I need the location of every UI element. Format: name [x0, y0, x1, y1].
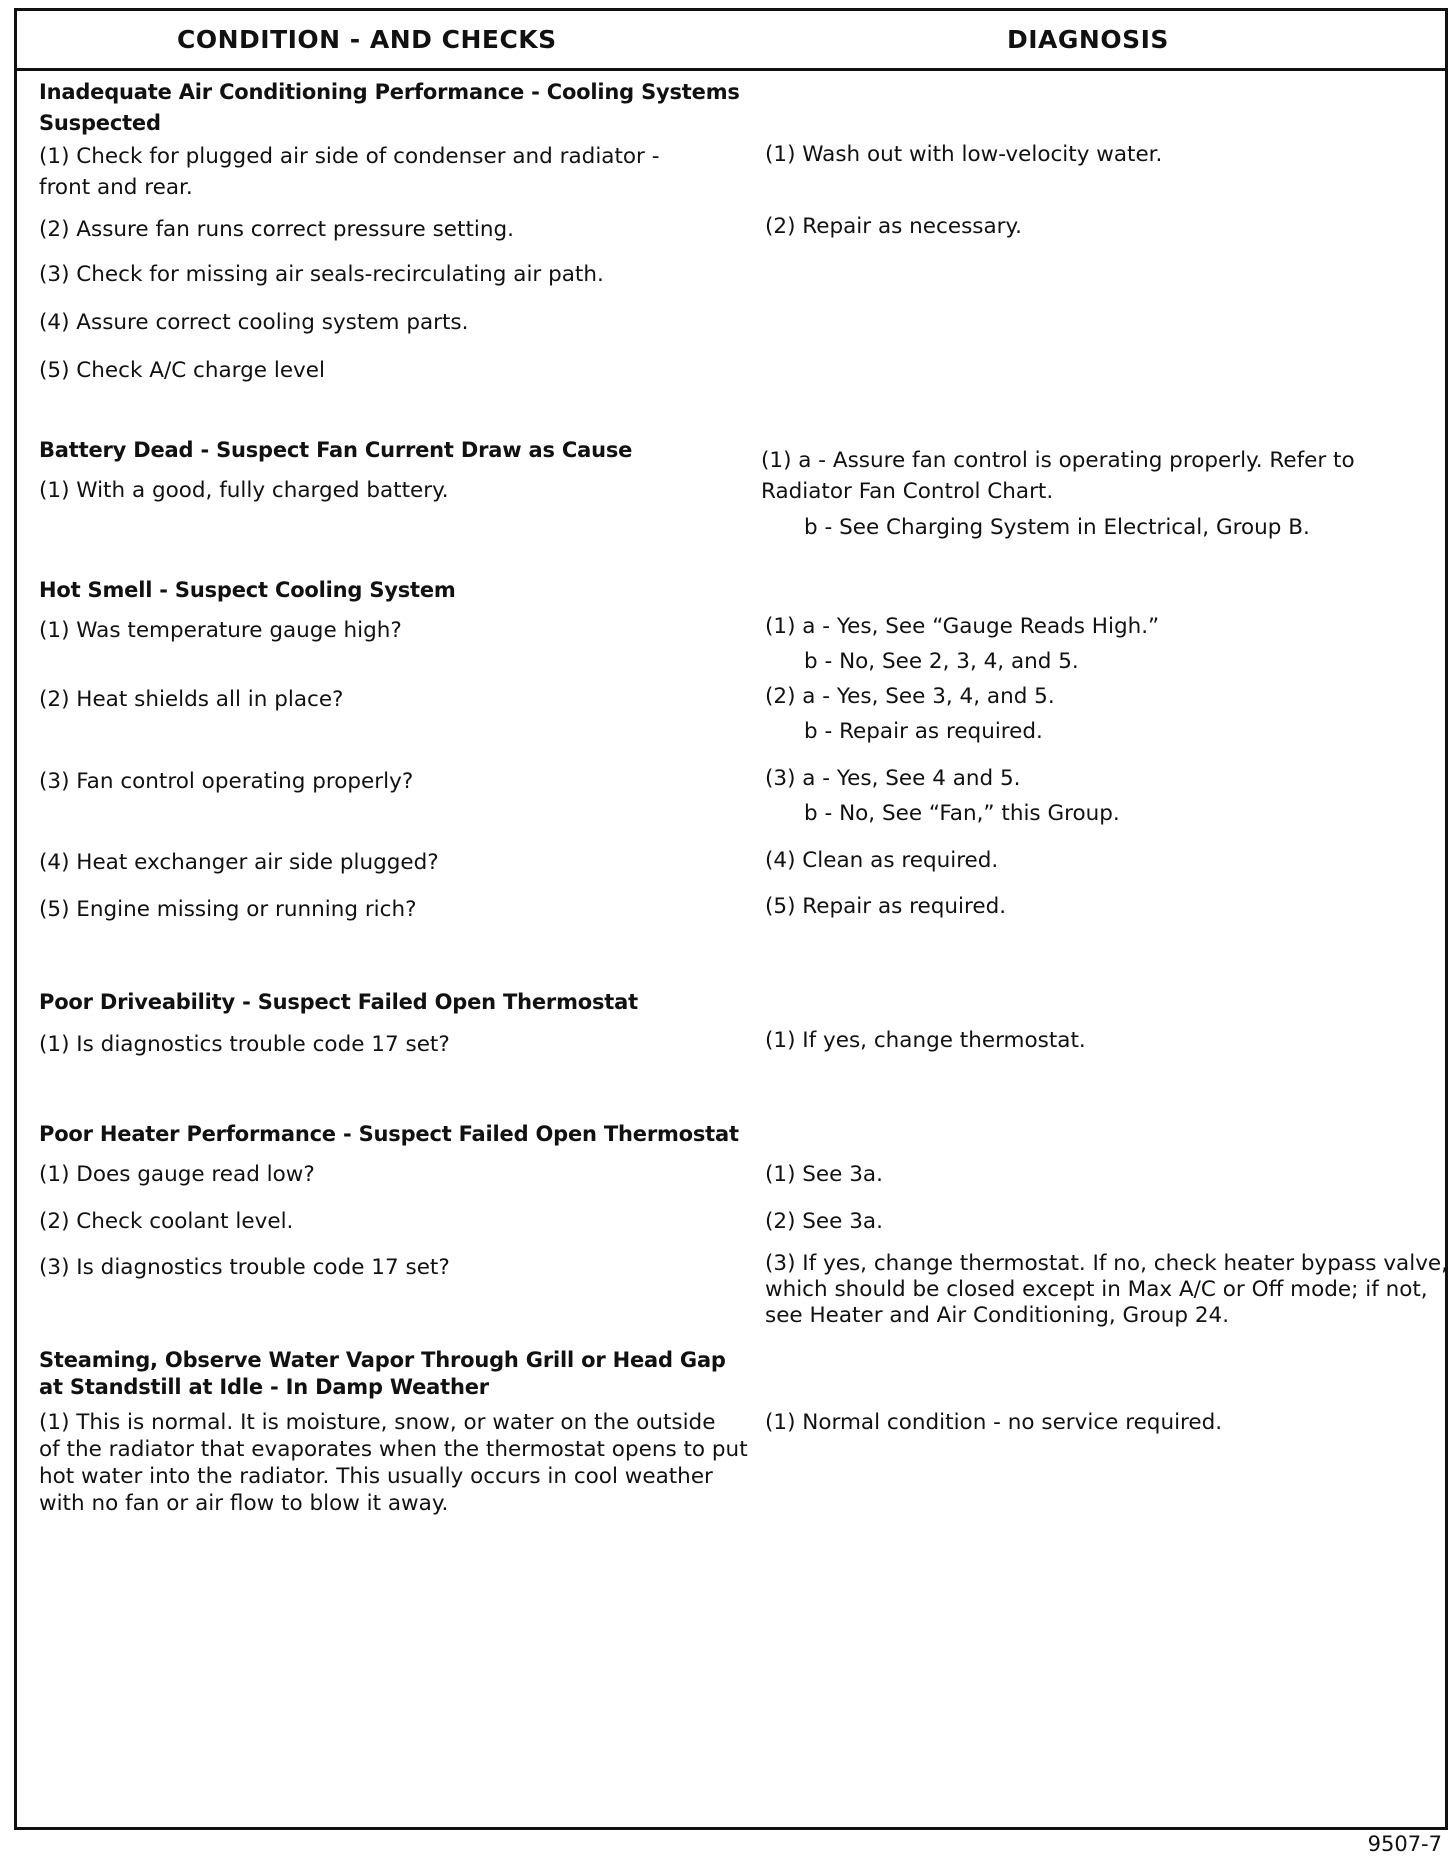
- section-title: Battery Dead - Suspect Fan Current Draw as Cause: [39, 438, 633, 462]
- section-title: Poor Driveability - Suspect Failed Open Thermostat: [39, 990, 638, 1014]
- diagnosis-item: (3) a - Yes, See 4 and 5. b - No, See “Fan,” this Group.: [765, 766, 1120, 826]
- diagnosis-item: (2) a - Yes, See 3, 4, and 5. b - Repair as required.: [765, 684, 1055, 744]
- section-title: Hot Smell - Suspect Cooling System: [39, 578, 456, 602]
- diagnosis-item: (1) Normal condition - no service required.: [765, 1410, 1223, 1435]
- check-item: (4) Assure correct cooling system parts.: [39, 310, 469, 335]
- check-item: (1) Is diagnostics trouble code 17 set?: [39, 1032, 450, 1057]
- diagnosis-item: (1) If yes, change thermostat.: [765, 1028, 1086, 1053]
- check-item: (2) Assure fan runs correct pressure setting.: [39, 217, 514, 242]
- section-title: Steaming, Observe Water Vapor Through Grill or Head Gap at Standstill at Idle - In Damp Weather: [39, 1348, 726, 1399]
- check-item: (1) Was temperature gauge high?: [39, 618, 402, 643]
- diagnosis-item: (1) Wash out with low-velocity water.: [765, 142, 1163, 167]
- check-item: (5) Check A/C charge level: [39, 358, 325, 383]
- diagnosis-item: (1) a - Yes, See “Gauge Reads High.” b - No, See 2, 3, 4, and 5.: [765, 614, 1160, 674]
- diagnosis-item: (2) See 3a.: [765, 1209, 883, 1234]
- diagnosis-item: (2) Repair as necessary.: [765, 214, 1022, 239]
- diagnosis-item: (4) Clean as required.: [765, 848, 999, 873]
- diagnosis-item: (1) See 3a.: [765, 1162, 883, 1187]
- check-item: (2) Check coolant level.: [39, 1209, 294, 1234]
- check-item: (1) Does gauge read low?: [39, 1162, 315, 1187]
- section-title: Inadequate Air Conditioning Performance - Cooling Systems Suspected: [39, 80, 740, 135]
- check-item: (1) With a good, fully charged battery.: [39, 478, 449, 503]
- check-item: (3) Check for missing air seals-recirculating air path.: [39, 262, 604, 287]
- diagnosis-item: (1) a - Assure fan control is operating properly. Refer to Radiator Fan Control Chart. b - See Charging System in Electrical, Group B.: [761, 448, 1355, 540]
- check-item: (4) Heat exchanger air side plugged?: [39, 850, 439, 875]
- check-item: (2) Heat shields all in place?: [39, 687, 344, 712]
- table-header: [17, 11, 1445, 71]
- page-number: 9507-7: [1367, 1832, 1442, 1856]
- section-title: Poor Heater Performance - Suspect Failed Open Thermostat: [39, 1122, 739, 1146]
- check-item: (3) Is diagnostics trouble code 17 set?: [39, 1255, 450, 1280]
- column-header-condition-checks: CONDITION - AND CHECKS: [177, 25, 557, 54]
- check-item: (5) Engine missing or running rich?: [39, 897, 417, 922]
- check-item: (1) This is normal. It is moisture, snow, or water on the outside of the radiator that evaporates when the thermostat opens to put hot water into the radiator. This usually occurs in cool weather with no fan or air flow to blow it away.: [39, 1410, 748, 1516]
- check-item: (3) Fan control operating properly?: [39, 769, 414, 794]
- check-item: (1) Check for plugged air side of condenser and radiator - front and rear.: [39, 144, 660, 200]
- column-header-diagnosis: DIAGNOSIS: [1007, 25, 1169, 54]
- diagnosis-item: (5) Repair as required.: [765, 894, 1007, 919]
- diagnosis-item: (3) If yes, change thermostat. If no, check heater bypass valve, which should be closed except in Max A/C or Off mode; if not, see Heater and Air Conditioning, Group 24.: [765, 1251, 1448, 1328]
- troubleshooting-chart: [14, 8, 1448, 1830]
